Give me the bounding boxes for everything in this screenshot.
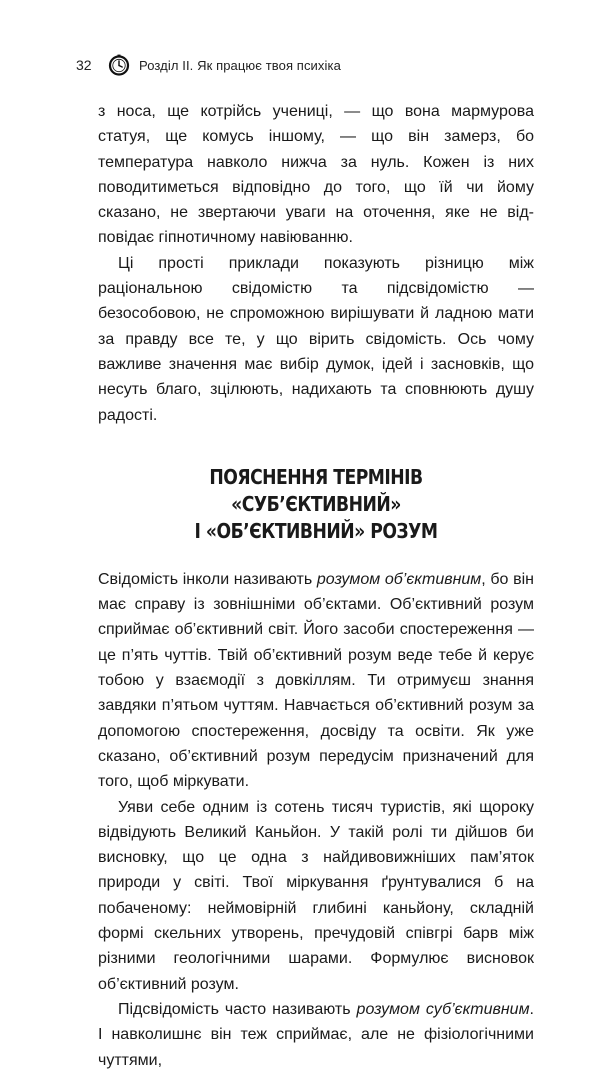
- page-header: [76, 52, 540, 78]
- paragraph: [98, 997, 534, 1073]
- emphasis-term: розумом суб’єктивним: [356, 1000, 530, 1018]
- paragraph-text: , бо він має справу із зовнішніми об’єктами. Об’єктивний розум сприймає об’єктивний світ. Його засоби спостереження — це п’ять чуттів. Твій об’єктивний розум веде тебе й керує тобою у взаємодії з довкіллям. Ти отримуєш знання завдяки п’ятьом чуттям. Навчається об’єктивний розум за допомогою спостереження, досвіду та освіти. Як уже сказано, об’єктивний розум передусім призначений для того, щоб міркувати.: [98, 570, 534, 791]
- clock-icon: [108, 54, 130, 76]
- paragraph-text: Підсвідомість часто називають: [118, 1000, 357, 1018]
- section-heading-line: ПОЯСНЕННЯ ТЕРМІНІВ «СУБ’ЄКТИВНИЙ»: [209, 464, 423, 516]
- section-heading: [129, 464, 504, 545]
- emphasis-term: розумом об’єктивним: [316, 570, 482, 588]
- paragraph: Уяви себе одним із сотень тисяч туристів, які щороку відвідують Великий Каньйон. У такій ролі ти дійшов би висновку, що це одна з найдивовижніших пам’яток природи у світі. Твої міркування ґрунтувалися б на побаченому: неймовірній глибині каньйону, складній формі скельних утворень, пречудовій співгрі барв між різними геологічними шарами. Формулює висновок об’єктивний розум.: [98, 798, 534, 993]
- running-title: Розділ ІІ. Як працює твоя психіка: [139, 57, 341, 73]
- paragraph: з носа, ще котрійсь учениці, — що вона мармурова статуя, ще комусь іншому, — що він замерз, бо температура навколо нижча за нуль. Кожен із них поводитиметься відповідно до того, що їй чи йому сказано, не звертаючи уваги на оточення, яке не відповідає гіпнотичному навіюванню.: [98, 103, 534, 247]
- section-heading-line: І «ОБ’ЄКТИВНИЙ» РОЗУМ: [194, 518, 438, 543]
- paragraph-text: Свідомість інколи називають: [98, 570, 317, 588]
- paragraph: [98, 567, 534, 795]
- paragraph: Ці прості приклади показують різницю між раціональною свідомістю та підсвідомістю — безособовою, не спроможною вирішувати й ладною мати за правду все те, у що вірить свідомість. Ось чому важливе значення має вибір думок, ідей і засновків, що несуть благо, зцілюють, надихають та сповнюють душу радості.: [98, 254, 534, 424]
- page-body: [98, 99, 534, 1073]
- page-number: 32: [76, 57, 92, 73]
- paragraph-text: . І навколишнє він теж сприймає, але не фізіологічними чуттями,: [98, 1000, 534, 1069]
